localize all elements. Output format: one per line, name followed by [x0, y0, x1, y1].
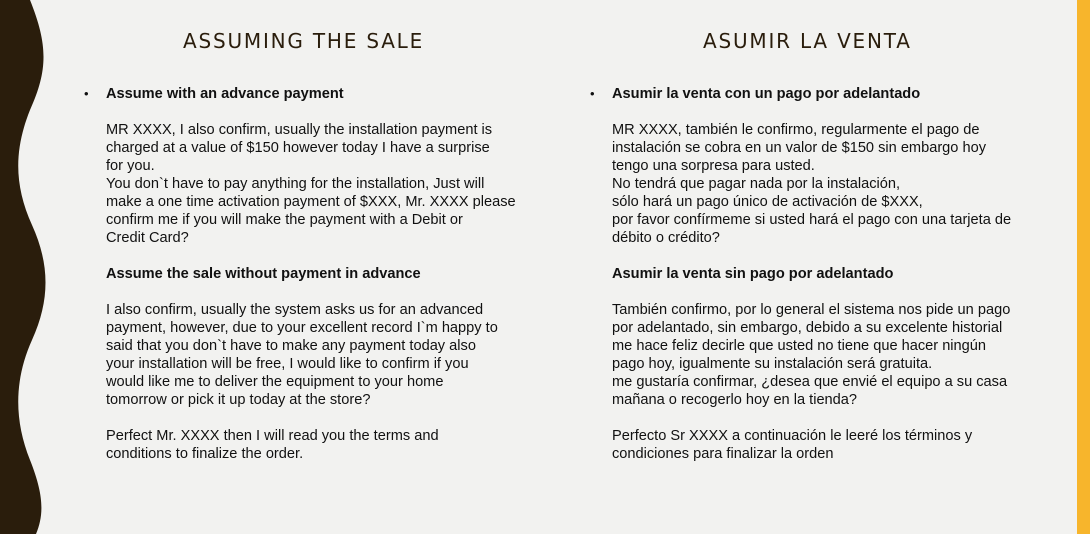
text-line: sólo hará un pago único de activación de $XXX,	[612, 194, 923, 210]
text-line: for you.	[106, 158, 155, 174]
text-line: por favor confírmeme si usted hará el pago con una tarjeta de	[612, 212, 1012, 228]
text-line: conditions to finalize the order.	[106, 446, 304, 462]
spanish-column	[590, 85, 1035, 463]
text-line: Credit Card?	[106, 230, 189, 246]
text-line: débito o crédito?	[612, 230, 720, 246]
text-line: pago hoy, igualmente su instalación será gratuita.	[612, 356, 933, 372]
decorative-wave-border	[0, 0, 48, 534]
paragraph-advance-payment	[84, 121, 524, 463]
bullet-heading: Asumir la venta con un pago por adelantado	[612, 86, 921, 102]
bullet-heading: Assume with an advance payment	[106, 86, 344, 102]
text-line: would like me to deliver the equipment to your home	[106, 374, 444, 390]
text-line: mañana o recogerlo hoy en la tienda?	[612, 392, 858, 408]
text-line: I also confirm, usually the system asks us for an advanced	[106, 302, 484, 318]
bullet-icon: •	[590, 86, 595, 101]
text-line: payment, however, due to your excellent record I`m happy to	[106, 320, 498, 336]
text-line: You don`t have to pay anything for the installation, Just will	[106, 176, 485, 192]
text-line: condiciones para finalizar la orden	[612, 446, 834, 462]
text-line: Perfecto Sr XXXX a continuación le leeré los términos y	[612, 428, 973, 444]
text-line: me hace feliz decirle que usted no tiene que hacer ningún	[612, 338, 987, 354]
english-column	[84, 85, 524, 463]
text-line: instalación se cobra en un valor de $150 sin embargo hoy	[612, 140, 987, 156]
bullet-item	[590, 85, 1035, 103]
text-line: said that you don`t have to make any payment today also	[106, 338, 476, 354]
text-line: por adelantado, sin embargo, debido a su excelente historial	[612, 320, 1003, 336]
left-title: ASSUMING THE SALE	[183, 29, 425, 53]
text-line: me gustaría confirmar, ¿desea que envié el equipo a su casa	[612, 374, 1008, 390]
section-heading: Asumir la venta sin pago por adelantado	[612, 266, 894, 282]
text-line: your installation will be free, I would like to confirm if you	[106, 356, 469, 372]
text-line: MR XXXX, I also confirm, usually the installation payment is	[106, 122, 493, 138]
bullet-item	[84, 85, 524, 103]
section-heading: Assume the sale without payment in advance	[106, 266, 421, 282]
text-line: También confirmo, por lo general el sistema nos pide un pago	[612, 302, 1011, 318]
text-line: tomorrow or pick it up today at the store?	[106, 392, 371, 408]
text-line: confirm me if you will make the payment with a Debit or	[106, 212, 463, 228]
right-title: ASUMIR LA VENTA	[703, 29, 912, 53]
text-line: MR XXXX, también le confirmo, regularmente el pago de	[612, 122, 980, 138]
text-line: Perfect Mr. XXXX then I will read you the terms and	[106, 428, 439, 444]
text-line: tengo una sorpresa para usted.	[612, 158, 815, 174]
text-line: make a one time activation payment of $XXX, Mr. XXXX please	[106, 194, 516, 210]
accent-bar	[1077, 0, 1090, 534]
text-line: No tendrá que pagar nada por la instalación,	[612, 176, 901, 192]
text-line: charged at a value of $150 however today I have a surprise	[106, 140, 490, 156]
bullet-icon: •	[84, 86, 89, 101]
paragraph-advance-payment	[590, 121, 1035, 463]
